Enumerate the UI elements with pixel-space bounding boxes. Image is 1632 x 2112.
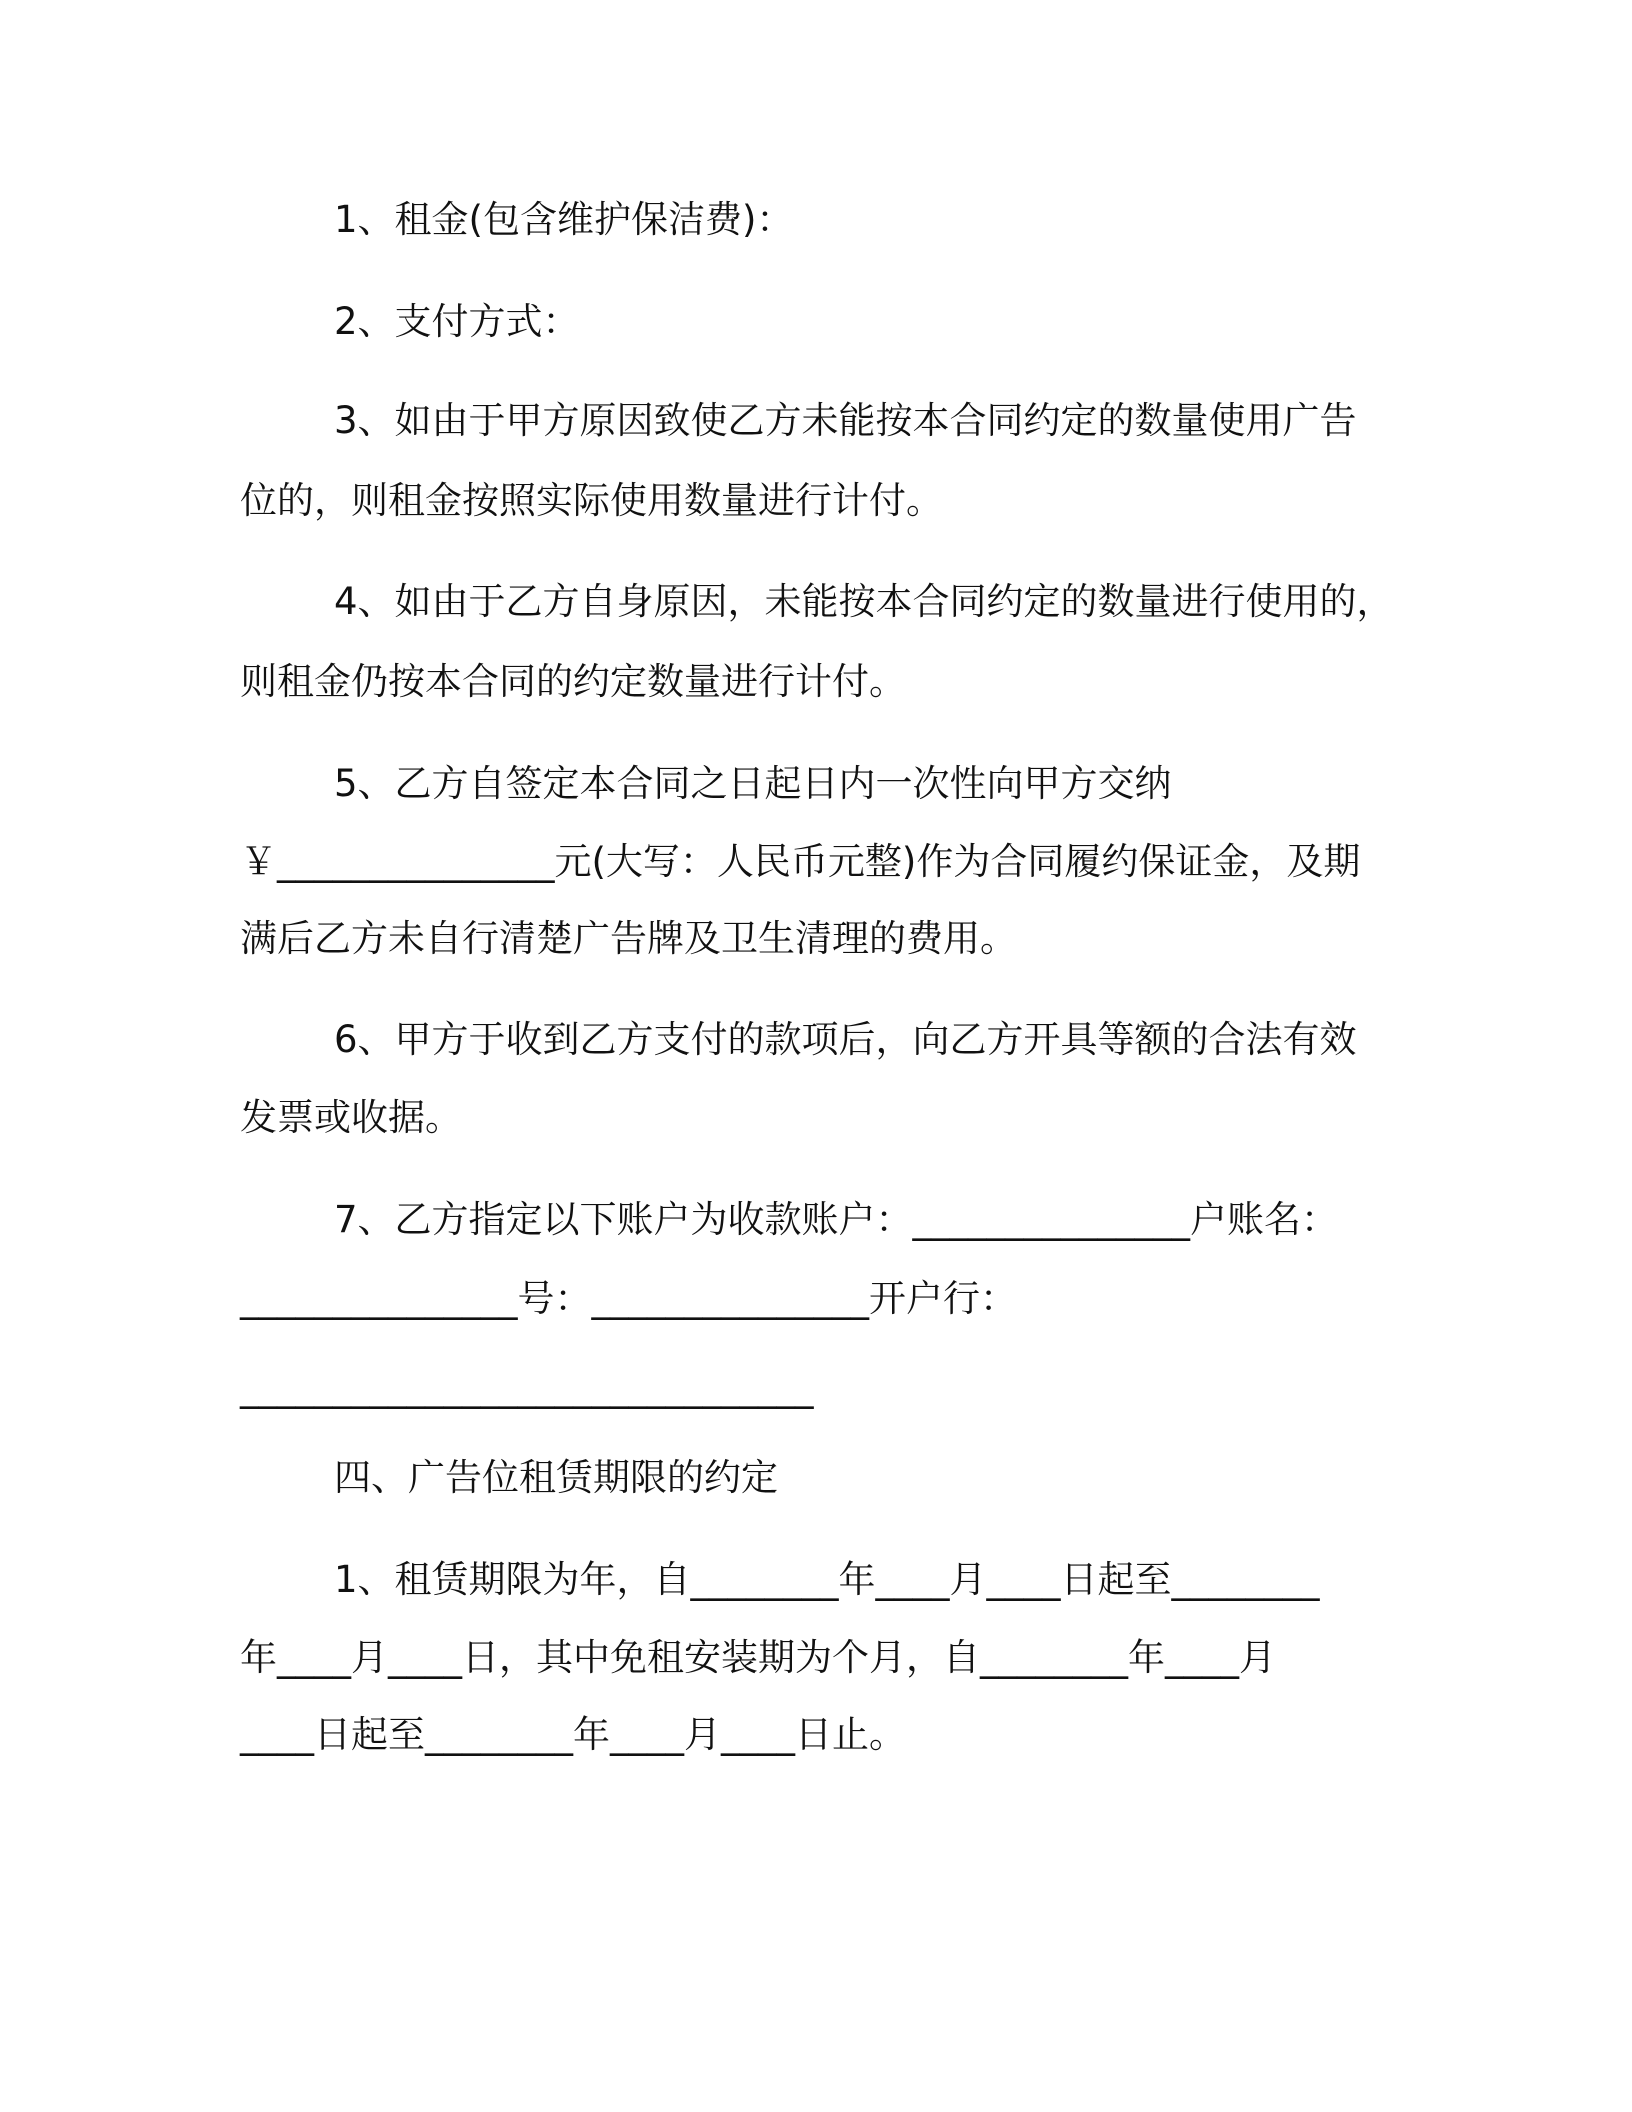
clause-7-line-1: 7、乙方指定以下账户为收款账户：_______________户账名： xyxy=(334,1198,1339,1241)
clause-5-line-2: ￥_______________元(大写：人民币元整)作为合同履约保证金，及期 xyxy=(240,840,1361,883)
clause-1-rent: 1、租金(包含维护保洁费)： xyxy=(334,198,794,241)
term-clause-line-1: 1、租赁期限为年，自________年____月____日起至________ xyxy=(334,1558,1320,1601)
clause-3-line-1: 3、如由于甲方原因致使乙方未能按本合同约定的数量使用广告 xyxy=(334,399,1357,442)
clause-5-line-3: 满后乙方未自行清楚广告牌及卫生清理的费用。 xyxy=(240,917,1017,960)
clause-6-line-1: 6、甲方于收到乙方支付的款项后，向乙方开具等额的合法有效 xyxy=(334,1018,1357,1061)
section-4-heading: 四、广告位租赁期限的约定 xyxy=(334,1456,778,1499)
clause-2-payment-method: 2、支付方式： xyxy=(334,300,580,343)
clause-4-line-1: 4、如由于乙方自身原因，未能按本合同约定的数量进行使用的， xyxy=(334,580,1394,623)
clause-7-line-3: _______________________________ xyxy=(240,1366,814,1409)
term-clause-line-3: ____日起至________年____月____日止。 xyxy=(240,1713,906,1756)
clause-3-line-2: 位的，则租金按照实际使用数量进行计付。 xyxy=(240,479,943,522)
term-clause-line-2: 年____月____日，其中免租安装期为个月，自________年____月 xyxy=(240,1636,1276,1679)
clause-7-line-2: _______________号：_______________开户行： xyxy=(240,1277,1017,1320)
clause-4-line-2: 则租金仍按本合同的约定数量进行计付。 xyxy=(240,660,906,703)
clause-6-line-2: 发票或收据。 xyxy=(240,1096,462,1139)
clause-5-line-1: 5、乙方自签定本合同之日起日内一次性向甲方交纳 xyxy=(334,762,1172,805)
